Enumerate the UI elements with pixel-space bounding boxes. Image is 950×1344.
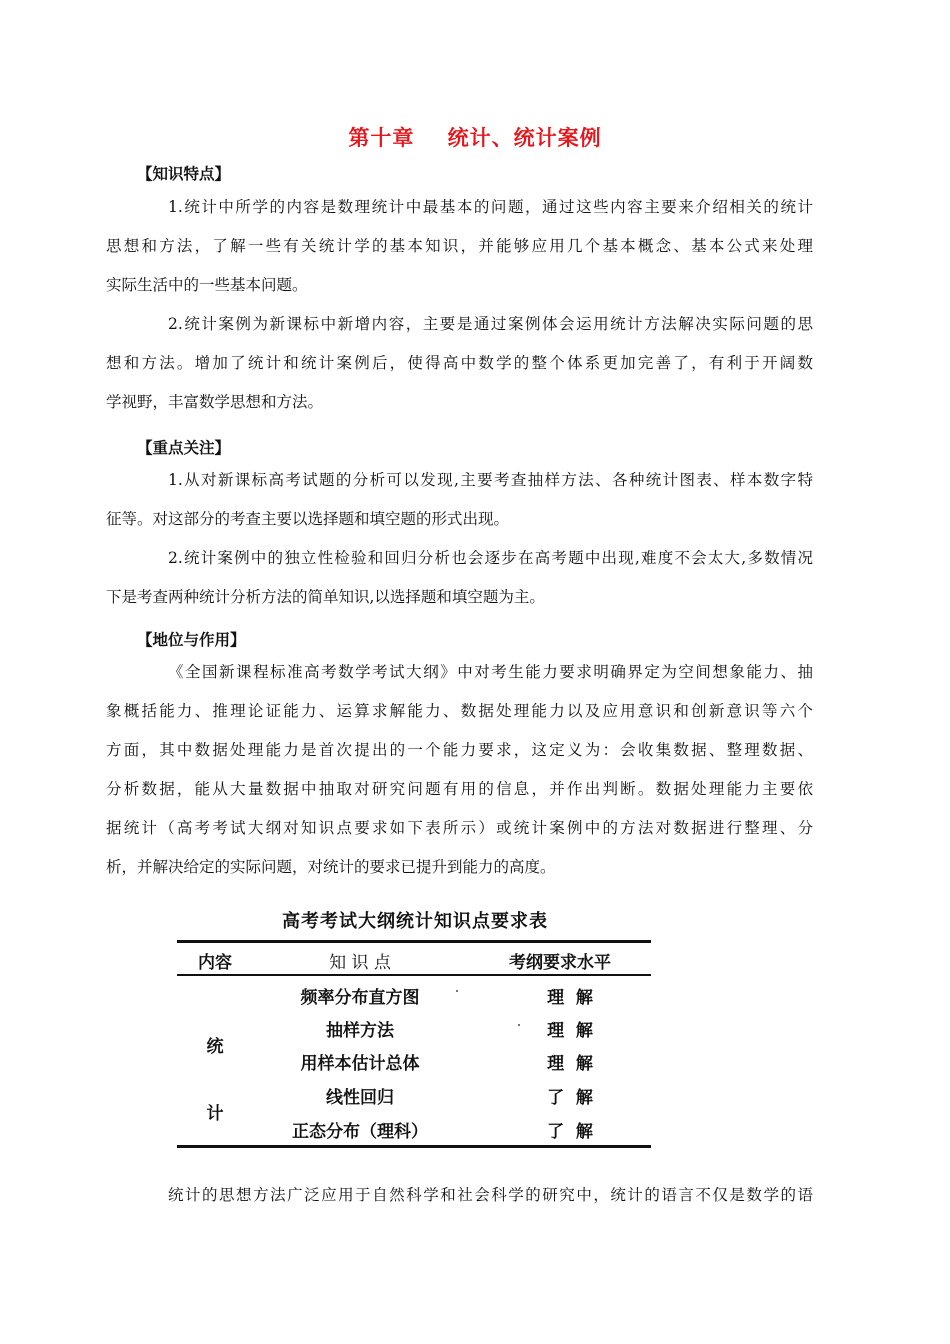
table-header-content: 内容 xyxy=(198,953,232,973)
table-header-rule xyxy=(177,974,651,976)
features-paragraph-2: 2.统计案例为新课标中新增内容，主要是通过案例体会运用统计方法解决实际问题的思 想和方法。增加了统计和统计案例后，使得高中数学的整个体系更加完善了，有利于开阔数 学视野，丰富数学思想和方法。 xyxy=(106,315,813,411)
table-row-point: 频率分布直方图 xyxy=(300,988,420,1008)
section-heading-focus: 【重点关注】 xyxy=(137,439,231,457)
scan-speck xyxy=(518,1024,520,1026)
focus-paragraph-2: 2.统计案例中的独立性检验和回归分析也会逐步在高考题中出现,难度不会太大,多数情况 下是考查两种统计分析方法的简单知识,以选择题和填空题为主。 xyxy=(106,549,813,606)
table-group-char-1: 统 xyxy=(206,1037,224,1057)
table-row-point: 抽样方法 xyxy=(326,1021,394,1041)
chapter-title: 第十章 统计、统计案例 xyxy=(348,126,602,150)
table-row-level: 理 解 xyxy=(547,988,593,1008)
table-bottom-rule xyxy=(177,1145,651,1148)
table-header-points: 知 识 点 xyxy=(329,953,391,973)
role-paragraph-1: 《全国新课程标准高考数学考试大纲》中对考生能力要求明确界定为空间想象能力、抽 象概括能力、推理论证能力、运算求解能力、数据处理能力以及应用意识和创新意识等六个 方面，其中数据处理能力是首次提出的一个能力要求，这定义为：会收集数据、整理数据、 分析数据，能从大量数据中抽取对研究问题有用的信息，并作出判断。数据处理能力主要依 据统计（高考考试大纲对知识点要求如下表所示）或统计案例中的方法对数据进行整理、分 析，并解决给定的实际问题，对统计的要求已提升到能力的高度。 xyxy=(106,663,813,876)
scan-speck xyxy=(456,990,458,992)
table-row-point: 正态分布（理科） xyxy=(292,1122,428,1142)
table-row-level: 理 解 xyxy=(547,1054,593,1074)
table-row-level: 了 解 xyxy=(547,1088,593,1108)
table-group-char-2: 计 xyxy=(206,1104,224,1124)
table-row-level: 了 解 xyxy=(547,1122,593,1142)
closing-paragraph: 统计的思想方法广泛应用于自然科学和社会科学的研究中，统计的语言不仅是数学的语 xyxy=(168,1186,813,1204)
section-heading-features: 【知识特点】 xyxy=(137,165,231,183)
focus-paragraph-1: 1.从对新课标高考试题的分析可以发现,主要考查抽样方法、各种统计图表、样本数字特 征等。对这部分的考查主要以选择题和填空题的形式出现。 xyxy=(106,471,813,528)
section-heading-role: 【地位与作用】 xyxy=(137,631,246,649)
features-paragraph-1: 1.统计中所学的内容是数理统计中最基本的问题，通过这些内容主要来介绍相关的统计 思想和方法，了解一些有关统计学的基本知识，并能够应用几个基本概念、基本公式来处理 实际生活中的一些基本问题。 xyxy=(106,198,813,294)
table-header-level: 考纲要求水平 xyxy=(509,953,611,973)
table-row-point: 用样本估计总体 xyxy=(300,1054,420,1074)
table-title: 高考考试大纲统计知识点要求表 xyxy=(282,911,548,932)
table-row-point: 线性回归 xyxy=(326,1088,394,1108)
table-row-level: 理 解 xyxy=(547,1021,593,1041)
table-top-rule xyxy=(177,940,651,943)
